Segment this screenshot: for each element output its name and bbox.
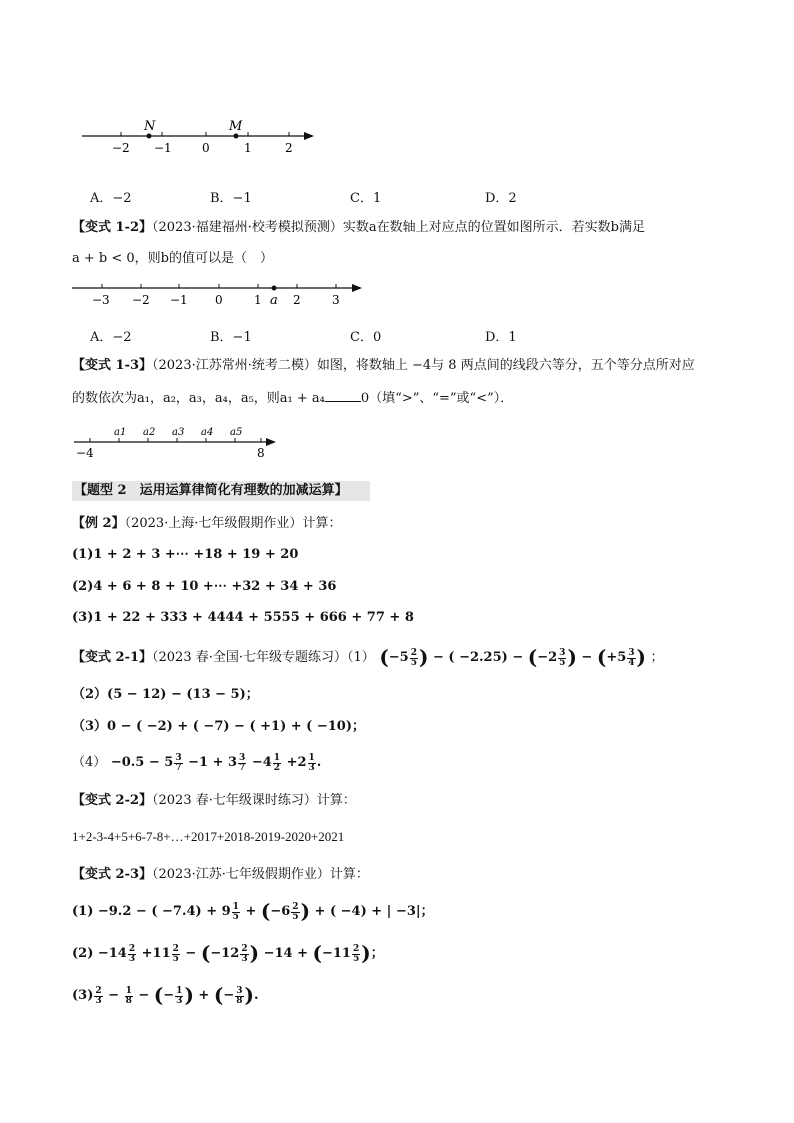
question-tag: 【变式 2-2】: [72, 793, 153, 808]
option-c: C．1: [350, 191, 382, 206]
example-2-line: [72, 515, 341, 533]
example-2-item-2: (2)4 + 6 + 8 + 10 +⋯ +32 + 34 + 36: [72, 579, 337, 594]
term: +5: [606, 650, 627, 665]
tick-label: 8: [257, 446, 265, 460]
variant-2-2-line: [72, 792, 356, 810]
option-d: D．2: [485, 191, 517, 206]
term: −5: [388, 650, 409, 665]
variant-2-3-line: [72, 866, 369, 884]
example-2-item-3: (3)1 + 22 + 333 + 4444 + 5555 + 666 + 77 + 8: [72, 610, 414, 625]
term: +: [193, 988, 214, 1003]
question-text: 计算：: [329, 867, 369, 882]
option-a: A．−2: [90, 191, 132, 206]
fraction: $\frac{1}{3}$: [176, 986, 183, 1006]
variant-2-1-line1: 【变式 2-1】（2023 春·全国·七年级专题练习）（1） (−5 $\frac{2}{5}$ ) − ( −2.25) − (−2 $\frac{3}{5}$ ) − (+5 $\frac{3}{4}$ ) ；: [72, 645, 664, 669]
variant-2-1-item-2: （2）(5 − 12) − (13 − 5)；: [72, 687, 259, 702]
option-b: B．−1: [210, 191, 252, 206]
question-source: （2023 春·七年级课时练习）: [152, 793, 317, 808]
example-2-item-1: (1)1 + 2 + 3 +⋯ +18 + 19 + 20: [72, 547, 299, 562]
fraction: $\frac{2}{5}$: [172, 944, 179, 964]
question-1-2-line2: a + b < 0，则b的值可以是（ ）: [72, 251, 273, 266]
fraction: $\frac{1}{8}$: [125, 986, 132, 1006]
question-tag: 【变式 1-3】: [72, 358, 153, 373]
fraction: $\frac{2}{3}$: [241, 944, 248, 964]
question-source: （2023·上海·七年级假期作业）: [124, 516, 303, 531]
tick-label: 2: [285, 141, 293, 155]
label-m: M: [229, 119, 243, 134]
fraction: $\frac{3}{7}$: [175, 753, 182, 773]
option-d: D．1: [485, 330, 517, 345]
tick-label: −2: [132, 293, 150, 307]
term: (2) −14: [72, 946, 127, 961]
term: −6: [270, 904, 291, 919]
point-m: [234, 134, 239, 139]
term: −1 + 3: [183, 755, 238, 770]
term: ；: [650, 650, 664, 665]
question-tag: 【变式 2-3】: [72, 867, 153, 882]
question-text: 如图，将数轴上 −4与 8 两点间的线段六等分，五个等分点所对应: [316, 358, 695, 373]
term: +: [240, 904, 261, 919]
term: −: [223, 988, 235, 1003]
question-source: （2023·江苏常州·统考二模）: [152, 358, 317, 373]
tick-label: 2: [293, 293, 301, 307]
term: −: [103, 988, 124, 1003]
term: (3): [72, 988, 94, 1003]
number-line-3: [72, 422, 292, 462]
tick-label: −1: [154, 141, 172, 155]
question-1-3-line2: [72, 389, 513, 408]
term: .: [316, 755, 322, 770]
term: (1) −9.2 − ( −7.4) + 9: [72, 904, 231, 919]
item-number: （4）: [72, 755, 107, 770]
tick-label: −4: [76, 446, 94, 460]
number-line-1: [78, 112, 318, 160]
fraction: $\frac{2}{5}$: [292, 902, 299, 922]
term: −0.5 − 5: [110, 755, 174, 770]
fraction: $\frac{1}{5}$: [232, 902, 239, 922]
term: −11: [321, 946, 351, 961]
question-1-2-line1: [72, 219, 645, 237]
item-number: （1）: [347, 650, 375, 665]
question-tag: 【例 2】: [72, 516, 125, 531]
number-line-2: [70, 276, 370, 312]
variant-2-3-item-2: (2) −14 $\frac{2}{3}$ +11 $\frac{2}{5}$ − (−12 $\frac{2}{3}$ ) −14 + (−11 $\frac{2}{5}$ )；: [72, 941, 384, 965]
fraction: $\frac{2}{3}$: [95, 986, 102, 1006]
variant-2-3-item-1: (1) −9.2 − ( −7.4) + 9 $\frac{1}{5}$ + (−6 $\frac{2}{5}$ ) + ( −4) + | −3|；: [72, 899, 434, 923]
question-text: 计算：: [302, 516, 342, 531]
tick-label: −3: [92, 293, 110, 307]
question-tag: 【变式 2-1】: [72, 650, 153, 665]
label-n: N: [144, 119, 156, 134]
fraction: $\frac{1}{2}$: [273, 753, 281, 773]
term: ；: [370, 946, 384, 961]
tick-label: 3: [332, 293, 340, 307]
section-heading: 【题型 2 运用运算律简化有理数的加减运算】: [72, 481, 370, 501]
term: − ( −2.25) −: [428, 650, 528, 665]
question-source: （2023 春·全国·七年级专题练习）: [152, 650, 347, 665]
term: −: [180, 946, 201, 961]
tick-label: 0: [202, 141, 210, 155]
term: +2: [282, 755, 307, 770]
question-tag: 【变式 1-2】: [72, 220, 153, 235]
variant-2-1-item-4: [72, 754, 321, 773]
label-a3: a3: [172, 427, 185, 438]
question-source: （2023·福建福州·校考模拟预测）: [152, 220, 343, 235]
label-a: a: [270, 293, 278, 308]
term: −: [576, 650, 597, 665]
label-a2: a2: [143, 427, 156, 438]
fraction: $\frac{2}{5}$: [352, 944, 360, 964]
variant-2-2-expression: 1+2-3-4+5+6-7-8+…+2017+2018-2019-2020+2021: [72, 829, 345, 844]
point-n: [147, 134, 152, 139]
fraction: $\frac{2}{5}$: [410, 648, 417, 668]
term: −4: [247, 755, 272, 770]
tick-label: 1: [254, 293, 262, 307]
term: −: [163, 988, 175, 1003]
term: −14 +: [259, 946, 313, 961]
fraction: $\frac{3}{4}$: [628, 648, 635, 668]
tick-label: 0: [215, 293, 223, 307]
tick-label: −1: [170, 293, 188, 307]
question-text: 计算：: [316, 793, 356, 808]
term: −2: [537, 650, 558, 665]
variant-2-1-item-3: （3）0 − ( −2) + ( −7) − ( +1) + ( −10)；: [72, 719, 365, 734]
fraction: $\frac{3}{8}$: [236, 986, 243, 1006]
option-a: A．−2: [90, 330, 132, 345]
label-a5: a5: [230, 427, 243, 438]
label-a1: a1: [114, 427, 127, 438]
question-source: （2023·江苏·七年级假期作业）: [152, 867, 330, 882]
question-text: 0（填“>”、“=”或“<”）．: [360, 391, 514, 406]
point-a: [272, 286, 277, 291]
option-b: B．−1: [210, 330, 252, 345]
variant-2-3-item-3: (3) $\frac{2}{3}$ − $\frac{1}{8}$ − (− $\frac{1}{3}$ ) + (− $\frac{3}{8}$ ).: [72, 983, 259, 1007]
term: −: [133, 988, 154, 1003]
fraction: $\frac{2}{3}$: [128, 944, 136, 964]
fraction: $\frac{3}{5}$: [559, 648, 566, 668]
tick-label: 1: [244, 141, 252, 155]
term: +11: [137, 946, 171, 961]
term: .: [253, 988, 259, 1003]
fraction: $\frac{1}{3}$: [308, 753, 315, 773]
question-text: 实数a在数轴上对应点的位置如图所示．若实数b满足: [342, 220, 645, 235]
fraction: $\frac{3}{7}$: [239, 753, 246, 773]
question-1-3-line1: [72, 357, 695, 375]
term: + ( −4) + | −3|；: [310, 904, 434, 919]
question-text: 的数依次为a₁，a₂，a₃，a₄，a₅，则a₁ + a₄: [72, 391, 325, 406]
term: −12: [210, 946, 240, 961]
tick-label: −2: [112, 141, 130, 155]
answer-blank[interactable]: [325, 389, 361, 402]
label-a4: a4: [201, 427, 214, 438]
option-c: C．0: [350, 330, 382, 345]
